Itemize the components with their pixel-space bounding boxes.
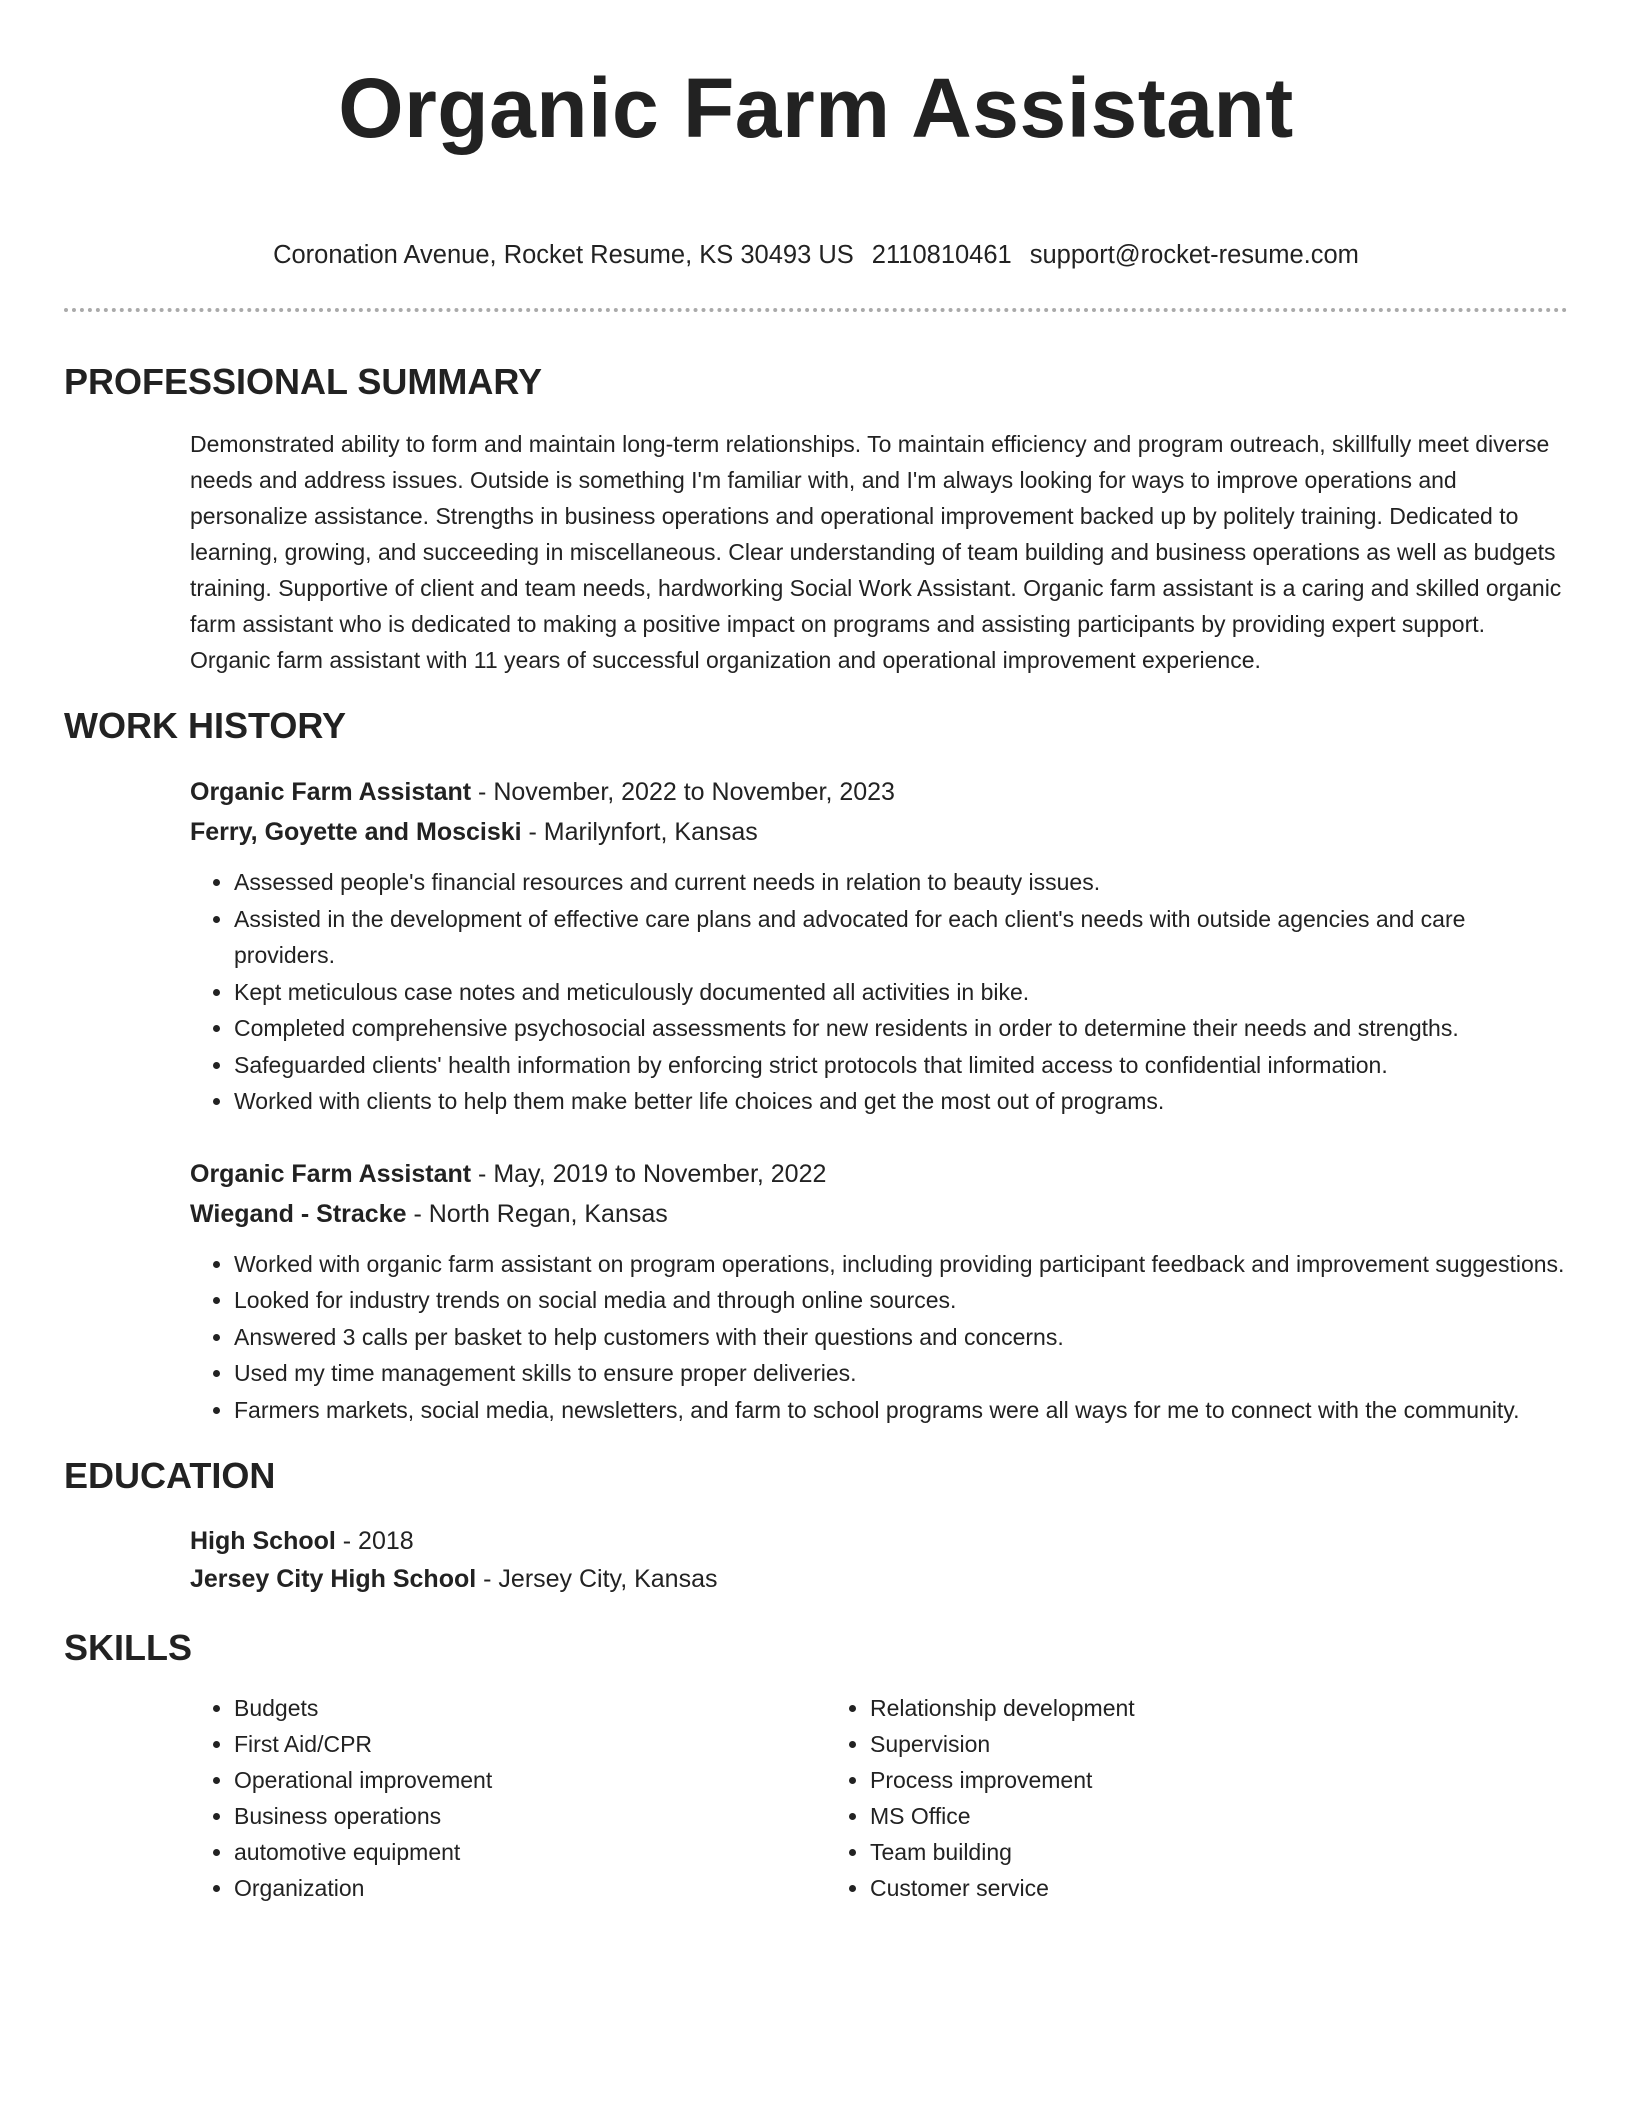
job-bullet: • Farmers markets, social media, newsletters, and farm to school programs were all ways for me to connect with the community. [234, 1392, 1568, 1429]
summary-heading: PROFESSIONAL SUMMARY [64, 361, 543, 402]
job-company: Ferry, Goyette and Mosciski [190, 818, 522, 846]
job-bullet: • Worked with organic farm assistant on program operations, including providing participant feedback and improvement suggestions. [234, 1246, 1568, 1283]
job-bullets [190, 864, 1568, 1120]
job-location: - North Regan, Kansas [406, 1199, 668, 1228]
job-dates: - May, 2019 to November, 2022 [471, 1159, 827, 1188]
candidate-name: Organic Farm Assistant [338, 61, 1294, 155]
skill-item: • First Aid/CPR [234, 1726, 826, 1762]
education-entry [190, 1522, 1568, 1598]
skill-item: • Relationship development [870, 1690, 1462, 1726]
job-bullet: • Assisted in the development of effective care plans and advocated for each client's needs with outside agencies and care providers. [234, 901, 1568, 974]
job-bullet: • Answered 3 calls per basket to help customers with their questions and concerns. [234, 1319, 1568, 1356]
job-entry [190, 1154, 1568, 1429]
job-title-line [190, 1154, 1568, 1194]
job-entry [190, 772, 1568, 1120]
skill-item: • Business operations [234, 1798, 826, 1834]
skill-item: • Process improvement [870, 1762, 1462, 1798]
job-title: Organic Farm Assistant [190, 1159, 472, 1188]
header-divider [64, 308, 1568, 312]
skills-column [190, 1690, 826, 1906]
skill-item: • Operational improvement [234, 1762, 826, 1798]
contact-line [64, 238, 1568, 272]
job-bullet: • Used my time management skills to ensure proper deliveries. [234, 1355, 1568, 1392]
education-year: - 2018 [335, 1527, 414, 1555]
job-company-line [190, 812, 1568, 852]
skill-item: • Budgets [234, 1690, 826, 1726]
job-company-line [190, 1194, 1568, 1234]
job-bullet: • Assessed people's financial resources and current needs in relation to beauty issues. [234, 864, 1568, 901]
contact-phone: 2110810461 [871, 241, 1012, 269]
work-history-heading: WORK HISTORY [64, 705, 347, 746]
education-school-line [190, 1560, 1568, 1598]
job-bullet: • Worked with clients to help them make better life choices and get the most out of programs. [234, 1083, 1568, 1120]
education-heading: EDUCATION [64, 1455, 276, 1496]
education-location: - Jersey City, Kansas [476, 1565, 718, 1593]
skill-item: • MS Office [870, 1798, 1462, 1834]
contact-email: support@rocket-resume.com [1029, 241, 1359, 269]
skill-item: • automotive equipment [234, 1834, 826, 1870]
job-location: - Marilynfort, Kansas [521, 818, 758, 846]
job-bullet: • Completed comprehensive psychosocial assessments for new residents in order to determine their needs and strengths. [234, 1010, 1568, 1047]
summary-text: Demonstrated ability to form and maintain long-term relationships. To maintain efficiency and program outreach, skillfully meet diverse needs and address issues. Outside is something I'm familiar with, and I'm always looking for ways to improve operations and personalize assistance. Strengths in business operations and operational improvement backed up by politely training. Dedicated to learning, growing, and succeeding in miscellaneous. Clear understanding of team building and business operations as well as budgets training. Supportive of client and team needs, hardworking Social Work Assistant. Organic farm assistant is a caring and skilled organic farm assistant who is dedicated to making a positive impact on programs and assisting participants by providing expert support. Organic farm assistant with 11 years of successful organization and operational improvement experience. [190, 431, 1562, 673]
job-title: Organic Farm Assistant [190, 778, 472, 806]
job-bullet: • Safeguarded clients' health information by enforcing strict protocols that limited access to confidential information. [234, 1047, 1568, 1084]
skills-column [826, 1690, 1462, 1906]
job-company: Wiegand - Stracke [190, 1199, 407, 1228]
job-bullets [190, 1246, 1568, 1429]
education-school: Jersey City High School [190, 1565, 477, 1593]
job-bullet: • Looked for industry trends on social media and through online sources. [234, 1282, 1568, 1319]
education-degree: High School [190, 1527, 336, 1555]
skills-heading: SKILLS [64, 1627, 193, 1668]
skill-item: • Organization [234, 1870, 826, 1906]
job-bullet: • Kept meticulous case notes and meticulously documented all activities in bike. [234, 974, 1568, 1011]
skill-item: • Customer service [870, 1870, 1462, 1906]
job-dates: - November, 2022 to November, 2023 [471, 778, 895, 806]
contact-address: Coronation Avenue, Rocket Resume, KS 30493 US [273, 241, 854, 269]
skills-list [190, 1690, 1568, 1906]
education-degree-line [190, 1522, 1568, 1560]
job-title-line [190, 772, 1568, 812]
skill-item: • Supervision [870, 1726, 1462, 1762]
skill-item: • Team building [870, 1834, 1462, 1870]
